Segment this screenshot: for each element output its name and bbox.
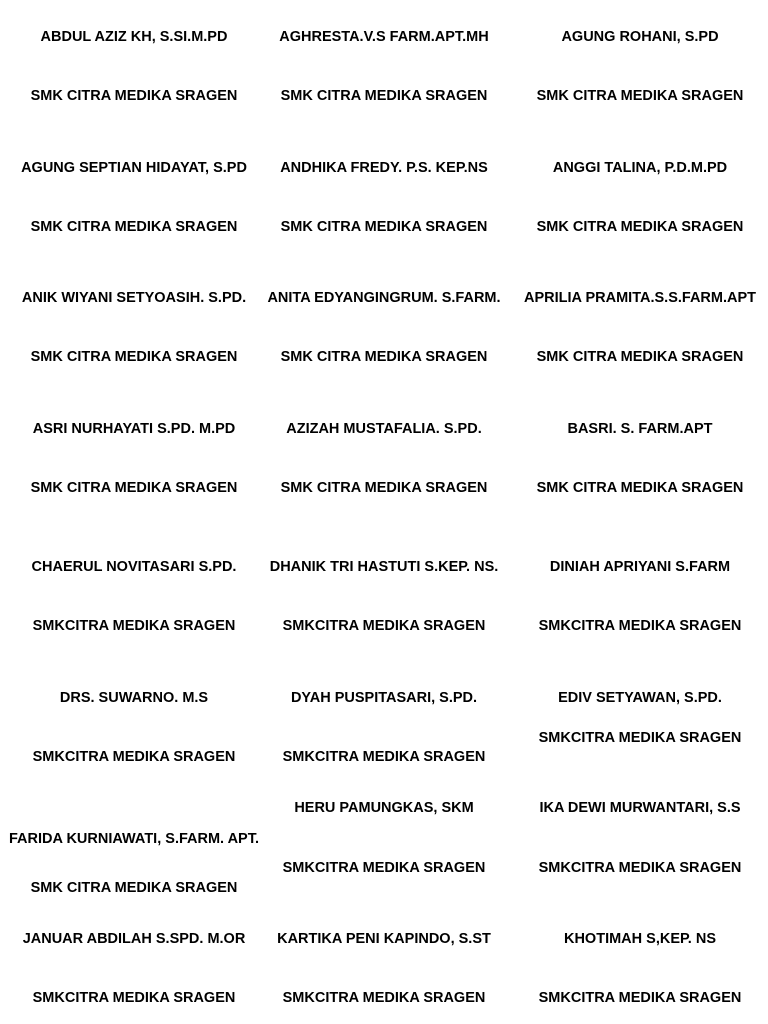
school-name: SMKCITRA MEDIKA SRAGEN <box>282 990 486 1006</box>
teacher-name: ASRI NURHAYATI S.PD. M.PD <box>32 421 236 437</box>
teacher-name: AZIZAH MUSTAFALIA. S.PD. <box>286 421 482 437</box>
teacher-name: HERU PAMUNGKAS, SKM <box>294 800 474 816</box>
teacher-name: KARTIKA PENI KAPINDO, S.ST <box>277 931 491 947</box>
teacher-name: BASRI. S. FARM.APT <box>567 421 713 437</box>
teacher-name: ANDHIKA FREDY. P.S. KEP.NS <box>280 160 488 176</box>
school-name: SMK CITRA MEDIKA SRAGEN <box>30 88 238 104</box>
school-name: SMK CITRA MEDIKA SRAGEN <box>30 349 238 365</box>
teacher-name: FARIDA KURNIAWATI, S.FARM. APT. <box>9 831 259 847</box>
teacher-name: ABDUL AZIZ KH, S.SI.M.PD <box>40 29 228 45</box>
school-name: SMK CITRA MEDIKA SRAGEN <box>280 480 488 496</box>
school-name: SMK CITRA MEDIKA SRAGEN <box>536 219 744 235</box>
teacher-name: DHANIK TRI HASTUTI S.KEP. NS. <box>269 559 499 575</box>
school-name: SMK CITRA MEDIKA SRAGEN <box>536 349 744 365</box>
school-name: SMK CITRA MEDIKA SRAGEN <box>30 880 238 896</box>
teacher-name: IKA DEWI MURWANTARI, S.S <box>539 800 741 816</box>
school-name: SMKCITRA MEDIKA SRAGEN <box>32 618 236 634</box>
school-name: SMKCITRA MEDIKA SRAGEN <box>282 618 486 634</box>
teacher-name: DRS. SUWARNO. M.S <box>59 690 209 706</box>
school-name: SMKCITRA MEDIKA SRAGEN <box>32 990 236 1006</box>
teacher-name: AGUNG ROHANI, S.PD <box>561 29 719 45</box>
teacher-name: ANGGI TALINA, P.D.M.PD <box>552 160 728 176</box>
school-name: SMKCITRA MEDIKA SRAGEN <box>538 618 742 634</box>
school-name: SMK CITRA MEDIKA SRAGEN <box>280 349 488 365</box>
teacher-name: EDIV SETYAWAN, S.PD. <box>558 690 722 706</box>
school-name: SMK CITRA MEDIKA SRAGEN <box>536 88 744 104</box>
school-name: SMKCITRA MEDIKA SRAGEN <box>538 860 742 876</box>
teacher-name: AGUNG SEPTIAN HIDAYAT, S.PD <box>21 160 247 176</box>
school-name: SMK CITRA MEDIKA SRAGEN <box>30 219 238 235</box>
school-name: SMKCITRA MEDIKA SRAGEN <box>282 749 486 765</box>
school-name: SMK CITRA MEDIKA SRAGEN <box>30 480 238 496</box>
teacher-name: APRILIA PRAMITA.S.S.FARM.APT <box>524 290 756 306</box>
teacher-name: ANITA EDYANGINGRUM. S.FARM. <box>267 290 501 306</box>
teacher-name: AGHRESTA.V.S FARM.APT.MH <box>279 29 489 45</box>
school-name: SMKCITRA MEDIKA SRAGEN <box>282 860 486 876</box>
school-name: SMK CITRA MEDIKA SRAGEN <box>280 88 488 104</box>
teacher-name: DYAH PUSPITASARI, S.PD. <box>290 690 478 706</box>
teacher-name: DINIAH APRIYANI S.FARM <box>549 559 731 575</box>
school-name: SMKCITRA MEDIKA SRAGEN <box>538 990 742 1006</box>
teacher-name: JANUAR ABDILAH S.SPD. M.OR <box>22 931 246 947</box>
teacher-name: KHOTIMAH S,KEP. NS <box>563 931 716 947</box>
school-name: SMKCITRA MEDIKA SRAGEN <box>32 749 236 765</box>
school-name: SMK CITRA MEDIKA SRAGEN <box>280 219 488 235</box>
school-name: SMKCITRA MEDIKA SRAGEN <box>538 730 742 746</box>
teacher-name: CHAERUL NOVITASARI S.PD. <box>31 559 237 575</box>
school-name: SMK CITRA MEDIKA SRAGEN <box>536 480 744 496</box>
teacher-name: ANIK WIYANI SETYOASIH. S.PD. <box>21 290 247 306</box>
